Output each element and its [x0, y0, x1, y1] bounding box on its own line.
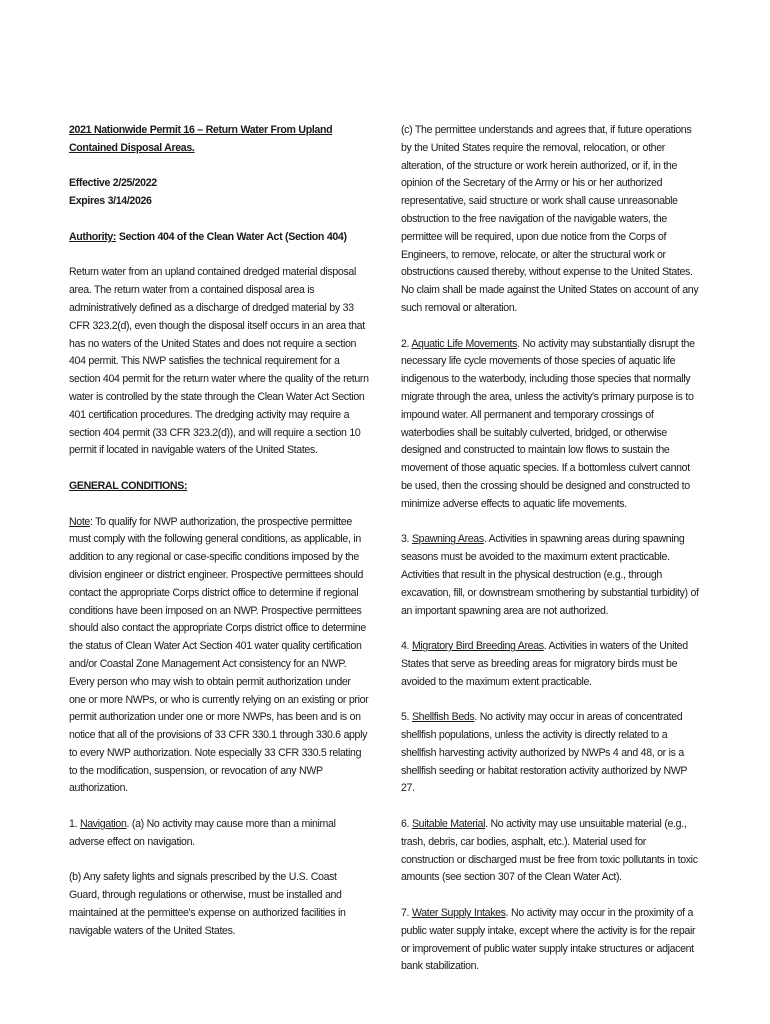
condition-6-text: . No activity may use unsuitable material (e.g., trash, debris, car bodies, asphalt, etc.). Material used for construction or discharged must be free from toxic pollutants in toxic amounts (see section 307 of the Clean Water Act).	[401, 818, 698, 884]
condition-2-label: Aquatic Life Movements	[411, 337, 518, 350]
expiration-date: Expires 3/14/2026	[69, 195, 152, 208]
condition-1-label: Navigation	[79, 818, 127, 831]
right-column	[401, 122, 701, 976]
condition-2-aquatic-life	[401, 336, 701, 514]
effective-date: Effective 2/25/2022	[69, 177, 157, 190]
condition-1-navigation	[69, 816, 369, 852]
condition-7-text: . No activity may occur in the proximity of a public water supply intake, except where the activity is for the repair or improvement of public water supply intake structures or adjacent bank stabilization.	[401, 907, 696, 973]
condition-5-number: 5.	[401, 711, 412, 724]
authority-text: Section 404 of the Clean Water Act (Section 404)	[116, 230, 347, 243]
condition-1-text: . (a) No activity may cause more than a minimal adverse effect on navigation.	[69, 818, 336, 848]
condition-7-number: 7.	[401, 907, 412, 920]
condition-3-label: Spawning Areas	[411, 533, 484, 546]
condition-4-label: Migratory Bird Breeding Areas	[411, 640, 544, 653]
condition-4-migratory-birds	[401, 638, 701, 691]
condition-1b: (b) Any safety lights and signals prescribed by the U.S. Coast Guard, through regulations or otherwise, must be installed and maintained at the permittee's expense on authorized facilities in navigable waters of the United States.	[69, 871, 346, 937]
condition-1-number: 1.	[69, 818, 80, 831]
condition-4-number: 4.	[401, 640, 412, 653]
condition-2-number: 2.	[401, 337, 412, 350]
condition-1c: (c) The permittee understands and agrees that, if future operations by the United States require the removal, relocation, or other alteration, of the structure or work herein authorized, or if, in the opinion of the Secretary of the Army or his or her authorized representative, said structure or work shall cause unreasonable obstruction to the free navigation of the navigable waters, the permittee will be required, upon due notice from the Corps of Engineers, to remove, relocate, or alter the structural work or obstructions caused thereby, without expense to the United States. No claim shall be made against the United States on account of any such removal or alteration.	[401, 124, 699, 314]
note-label: Note	[69, 515, 90, 528]
condition-5-shellfish	[401, 709, 701, 798]
general-conditions-heading: GENERAL CONDITIONS:	[69, 479, 188, 492]
condition-7-water-supply	[401, 905, 701, 976]
general-conditions-note	[69, 514, 369, 799]
permit-dates	[69, 175, 369, 211]
condition-3-spawning	[401, 531, 701, 620]
note-text: : To qualify for NWP authorization, the prospective permittee must comply with the following general conditions, as applicable, in addition to any regional or case-specific conditions imposed by the division engineer or district engineer. Prospective permittees should contact the appropriate Corps district office to determine if regional conditions have been imposed on an NWP. Prospective permittees should also contact the appropriate Corps district office to determine the status of Clean Water Act Section 401 water quality certification and/or Coastal Zone Management Act consistency for an NWP. Every person who may wish to obtain permit authorization under one or more NWPs, or who is currently relying on an existing or prior permit authorization under one or more NWPs, has been and is on notice that all of the provisions of 33 CFR 330.1 through 330.6 apply to every NWP authorization. Note especially 33 CFR 330.5 relating to the modification, suspension, or revocation of any NWP authorization.	[69, 515, 369, 795]
condition-4-text: . Activities in waters of the United States that serve as breeding areas for migratory birds must be avoided to the maximum extent practicable.	[401, 640, 688, 688]
condition-7-label: Water Supply Intakes	[411, 907, 506, 920]
condition-3-number: 3.	[401, 533, 412, 546]
permit-title	[69, 122, 369, 158]
condition-3-text: . Activities in spawning areas during spawning seasons must be avoided to the maximum extent practicable. Activities that result in the physical destruction (e.g., through excavation, fill, or downstream smothering by substantial turbidity) of an important spawning area are not authorized.	[401, 533, 699, 617]
condition-6-number: 6.	[401, 818, 412, 831]
authority-line	[69, 229, 369, 247]
authority-label: Authority:	[69, 230, 117, 243]
left-column	[69, 122, 369, 941]
condition-5-label: Shellfish Beds	[411, 711, 475, 724]
permit-description: Return water from an upland contained dredged material disposal area. The return water from a contained disposal area is administratively defined as a discharge of dredged material by 33 CFR 323.2(d), even though the disposal itself occurs in an area that has no waters of the United States and does not require a section 404 permit. This NWP satisfies the technical requirement for a section 404 permit for the return water where the quality of the return water is controlled by the state through the Clean Water Act Section 401 certification procedures. The dredging activity may require a section 404 permit (33 CFR 323.2(d)), and will require a section 10 permit if located in navigable waters of the United States.	[69, 266, 369, 457]
condition-6-suitable-material	[401, 816, 701, 887]
permit-title-line2: Contained Disposal Areas.	[69, 141, 195, 154]
permit-title-line1: 2021 Nationwide Permit 16 – Return Water From Upland	[69, 124, 333, 136]
condition-5-text: . No activity may occur in areas of concentrated shellfish populations, unless the activity is directly related to a shellfish harvesting activity authorized by NWPs 4 and 48, or is a shellfish seeding or habitat restoration activity authorized by NWP 27.	[401, 711, 687, 795]
condition-6-label: Suitable Material	[411, 818, 486, 831]
condition-2-text: . No activity may substantially disrupt the necessary life cycle movements of those species of aquatic life indigenous to the waterbody, including those species that normally migrate through the area, unless the activity's primary purpose is to impound water. All permanent and temporary crossings of waterbodies shall be suitably culverted, bridged, or otherwise designed and constructed to maintain low flows to sustain the movement of those aquatic species. If a bottomless culvert cannot be used, then the crossing should be designed and constructed to minimize adverse effects to aquatic life movements.	[401, 337, 695, 510]
